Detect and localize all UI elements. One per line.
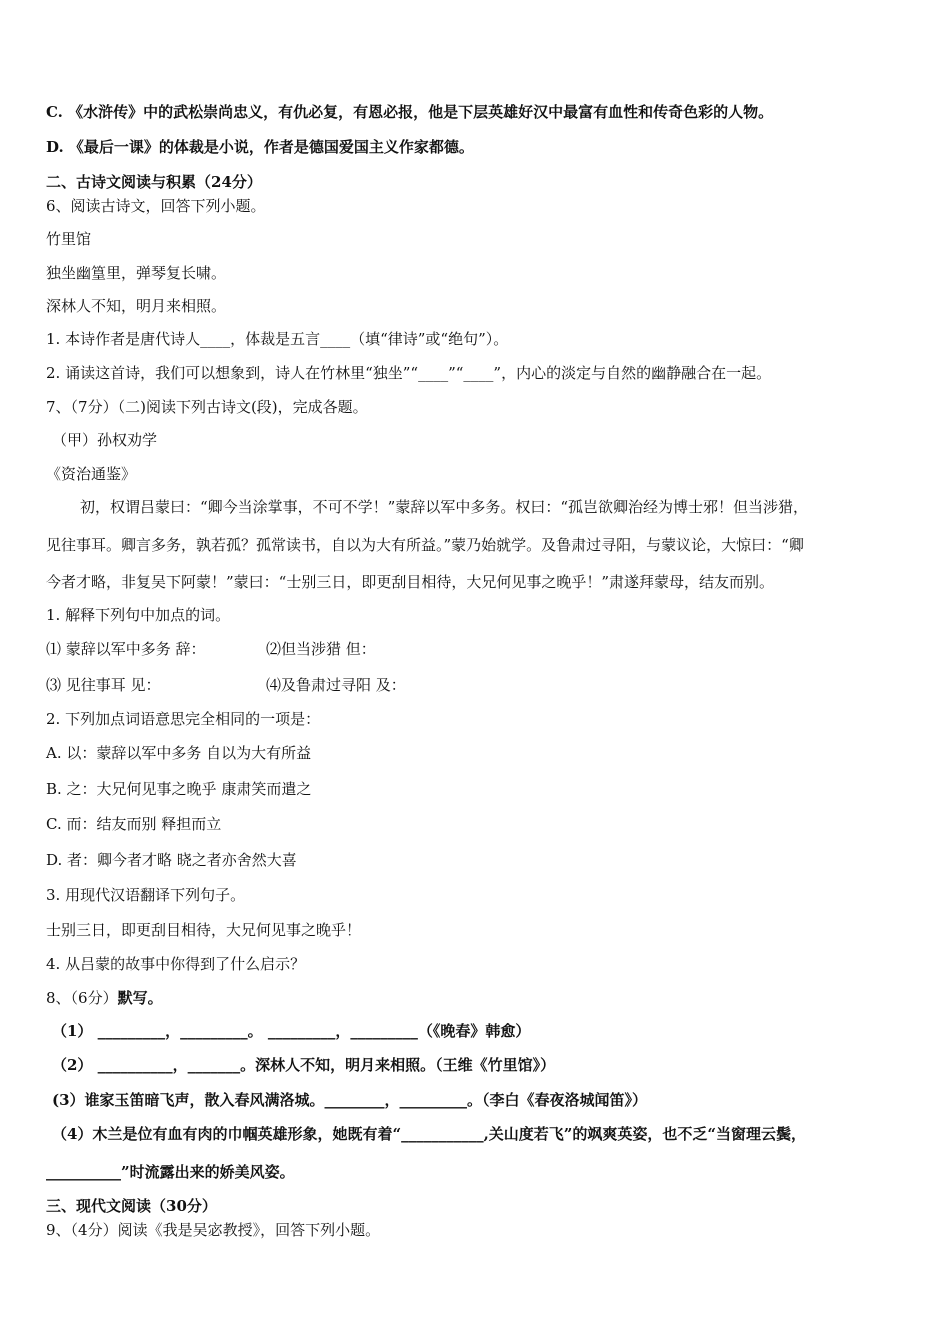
passage-para-2: 见往事耳。卿言多务，孰若孤？孤常读书，自以为大有所益。”蒙乃始就学。及鲁肃过寻阳，与蒙议论，大惊曰：“卿 [46, 536, 804, 554]
word-item-3: ⑶ 见往事耳 见： [46, 676, 161, 694]
word-item-2: ⑵但当涉猎 但： [266, 640, 376, 658]
question-7-4: 4. 从吕蒙的故事中你得到了什么启示？ [46, 955, 306, 973]
dictation-1: （1） _________，_________。 _________，_________（《晚春》韩愈） [52, 1022, 531, 1040]
question-7: 7、（7分）（二)阅读下列古诗文(段)，完成各题。 [46, 398, 368, 416]
poem-line-2: 深林人不知，明月来相照。 [46, 297, 227, 315]
question-7-1: 1. 解释下列句中加点的词。 [46, 606, 231, 624]
question-8-instruction: 默写。 [117, 989, 163, 1007]
passage-source: 《资治通鉴》 [46, 465, 137, 483]
question-7-3: 3. 用现代汉语翻译下列句子。 [46, 886, 246, 904]
choice-d: D. 者：卿今者才略 晓之者亦舍然大喜 [46, 851, 297, 869]
dictation-3: (3）谁家玉笛暗飞声，散入春风满洛城。________，_________。（李白《春夜洛城闻笛》） [52, 1091, 648, 1109]
section-2-heading: 二、古诗文阅读与积累（24分） [46, 173, 262, 191]
section-3-heading: 三、现代文阅读（30分） [46, 1197, 217, 1215]
question-8-prefix: 8、（6分） [46, 989, 118, 1007]
dictation-4-line-2: __________”时流露出来的娇美风姿。 [46, 1163, 295, 1181]
passage-jia-title: （甲）孙权劝学 [52, 431, 158, 449]
translation-sentence: 士别三日，即更刮目相待，大兄何见事之晚乎！ [46, 921, 362, 939]
word-item-1: ⑴ 蒙辞以军中多务 辞： [46, 640, 206, 658]
question-6-2: 2. 诵读这首诗，我们可以想象到，诗人在竹林里“独坐”“____”“____”，内心的淡定与自然的幽静融合在一起。 [46, 364, 772, 382]
dictation-4-line-1: （4）木兰是位有血有肉的巾帼英雄形象，她既有着“___________,关山度若飞”的飒爽英姿，也不乏“当窗理云鬓， [52, 1125, 807, 1143]
passage-para-1: 初，权谓吕蒙曰：“卿今当涂掌事，不可不学！”蒙辞以军中多务。权曰：“孤岂欲卿治经为博士邪！但当涉猎， [80, 498, 809, 516]
dictation-2: （2） __________，_______。深林人不知，明月来相照。（王维《竹里馆》） [52, 1056, 556, 1074]
choice-c: C. 而：结友而别 释担而立 [46, 815, 222, 833]
option-c: C. 《水浒传》中的武松崇尚忠义，有仇必复，有恩必报，他是下层英雄好汉中最富有血性和传奇色彩的人物。 [46, 103, 774, 121]
choice-a: A. 以：蒙辞以军中多务 自以为大有所益 [46, 744, 312, 762]
question-8 [46, 988, 163, 1008]
question-9: 9、（4分）阅读《我是吴宓教授》，回答下列小题。 [46, 1221, 381, 1239]
poem-line-1: 独坐幽篁里，弹琴复长啸。 [46, 264, 227, 282]
word-item-4: ⑷及鲁肃过寻阳 及： [266, 676, 406, 694]
question-6-1: 1. 本诗作者是唐代诗人____，体裁是五言____（填“律诗”或“绝句”）。 [46, 330, 509, 348]
question-7-2: 2. 下列加点词语意思完全相同的一项是： [46, 710, 321, 728]
poem-title: 竹里馆 [46, 230, 92, 248]
passage-para-3: 今者才略，非复吴下阿蒙！”蒙曰：“士别三日，即更刮目相待，大兄何见事之晚乎！”肃遂拜蒙母，结友而别。 [46, 573, 775, 591]
question-6: 6、阅读古诗文，回答下列小题。 [46, 197, 266, 215]
option-d: D. 《最后一课》的体裁是小说，作者是德国爱国主义作家都德。 [46, 138, 474, 156]
choice-b: B. 之：大兄何见事之晚乎 康肃笑而遣之 [46, 780, 312, 798]
